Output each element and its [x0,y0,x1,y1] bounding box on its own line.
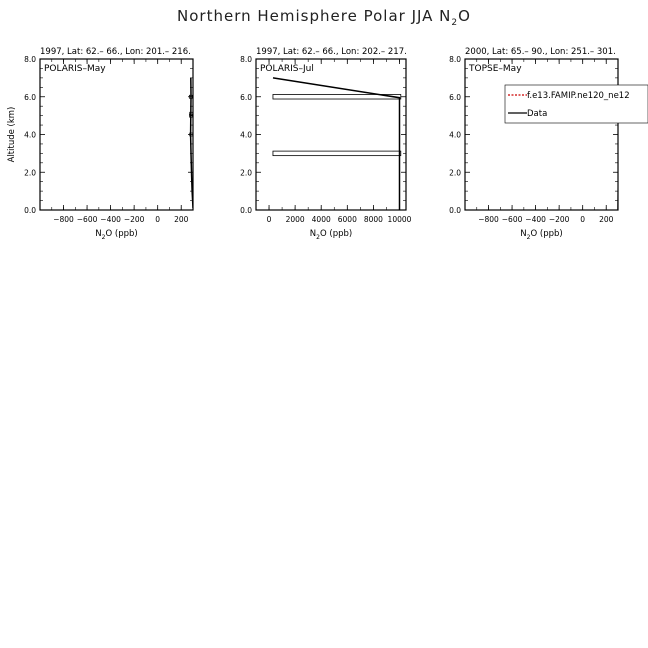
y-tick-label: 4.0 [240,130,252,140]
x-tick-label: −800 [478,215,499,224]
x-tick-label: 200 [599,215,614,224]
x-axis-title [95,229,137,241]
y-tick-label: 6.0 [24,92,36,102]
x-axis-title-main: N [95,229,102,239]
panel-header: 2000, Lat: 65.– 90., Lon: 251.– 301. [465,47,616,57]
y-tick-label: 2.0 [24,168,36,178]
range-box [273,151,401,156]
legend-entry-label: f.e13.FAMIP.ne120_ne12 [527,91,630,101]
x-axis-title-tail: O (ppb) [105,229,138,239]
panel-header: 1997, Lat: 62.– 66., Lon: 202.– 217. [256,47,407,57]
plot-frame [465,59,618,210]
campaign-label: POLARIS–Jul [260,64,314,74]
x-tick-label: 4000 [311,215,331,224]
x-tick-label: 0 [580,215,586,224]
x-axis-title-main: N [309,229,317,239]
y-tick-label: 0.0 [449,206,461,215]
y-tick-label: 0.0 [240,206,252,215]
chart-panel-1 [7,47,193,241]
campaign-label: TOPSE–May [469,64,522,74]
x-tick-label: −600 [76,215,98,224]
figure-title-tail: O [458,7,471,25]
panel-header: 1997, Lat: 62.– 66., Lon: 201.– 216. [40,47,191,57]
x-tick-label: 0 [266,215,272,224]
chart-panel-2 [240,47,412,241]
campaign-label: POLARIS–May [44,64,106,74]
x-axis-title-tail: O (ppb) [530,229,563,239]
x-tick-label: −800 [53,215,74,224]
x-tick-label: 10000 [387,215,412,224]
x-axis-title-subscript: 2 [101,234,106,241]
x-axis-title-subscript: 2 [526,234,531,241]
y-tick-label: 4.0 [449,130,461,140]
x-tick-label: −600 [501,215,523,224]
x-tick-label: −400 [100,215,121,224]
y-tick-label: 2.0 [449,168,461,178]
x-axis-title-main: N [520,229,527,239]
x-tick-label: 200 [174,215,189,224]
plot-frame [40,59,193,210]
y-tick-label: 8.0 [240,55,252,64]
x-tick-label: −400 [525,215,546,224]
y-tick-label: 8.0 [449,55,461,64]
y-tick-label: 4.0 [24,130,36,140]
figure-title-main: Northern Hemisphere Polar JJA N [177,7,452,25]
figure-title-subscript: 2 [451,18,459,28]
x-tick-label: 0 [155,215,161,224]
x-tick-label: −200 [123,215,145,224]
plot-frame [256,59,406,210]
y-tick-label: 8.0 [24,55,36,64]
y-axis-title: Altitude (km) [7,106,17,163]
x-axis-title-subscript: 2 [316,234,320,241]
y-tick-label: 0.0 [24,206,36,215]
x-tick-label: 2000 [285,215,305,224]
plot-area [273,78,401,210]
y-tick-label: 6.0 [449,92,461,102]
series-line-data [273,78,400,210]
x-axis-title [310,229,352,241]
x-axis-title [520,229,562,241]
legend-entry-label: Data [527,109,548,119]
x-tick-label: 8000 [363,215,383,224]
x-axis-title-tail: O (ppb) [319,229,353,239]
y-tick-label: 6.0 [240,92,252,102]
chart-panel-3 [449,47,648,241]
x-tick-label: 6000 [337,215,357,224]
y-tick-label: 2.0 [240,168,252,178]
x-tick-label: −200 [548,215,570,224]
